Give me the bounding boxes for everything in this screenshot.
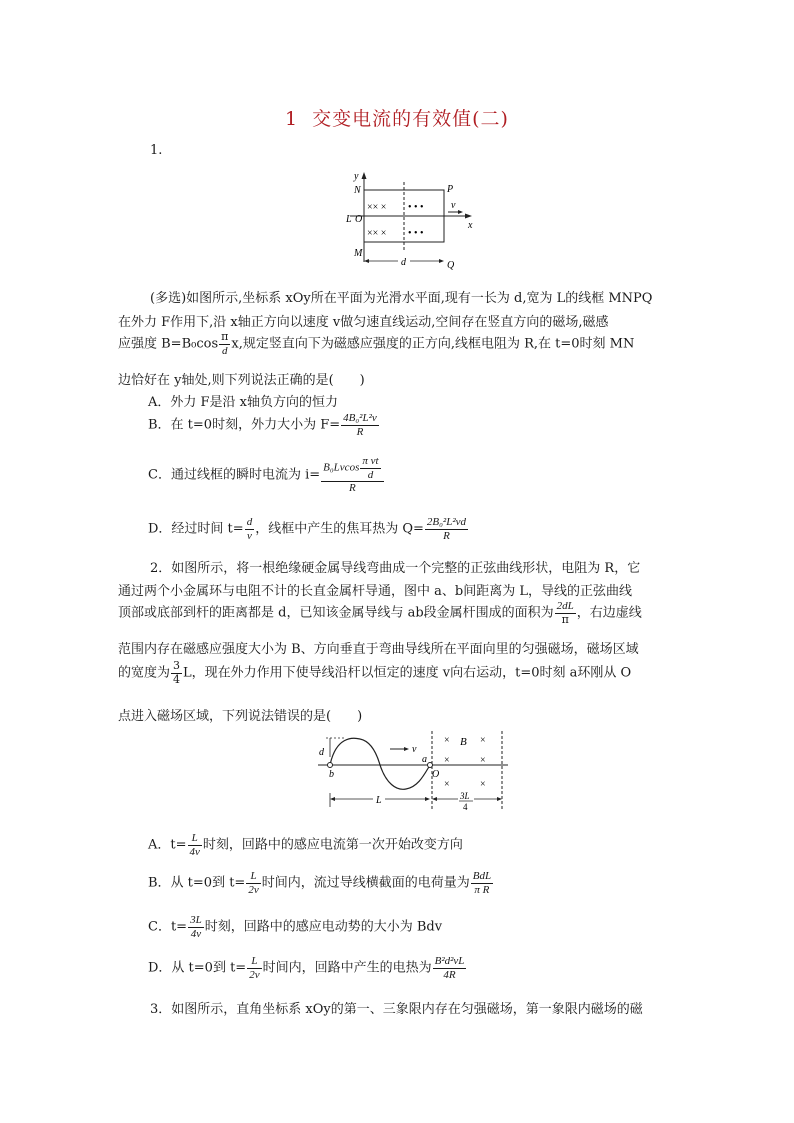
q1-option-b-text: B．在 t=0时刻，外力大小为 F= (148, 417, 341, 433)
q1-label-l: L (346, 214, 352, 225)
q2-width-frac: $\frac{3}{4}$ (173, 659, 181, 686)
q2-option-d-frac-heat: $\frac{\text{B²d²vL}}{4R}$ (434, 955, 465, 981)
q2-stem-line-6: 点进入磁场区域，下列说法错误的是( ) (118, 709, 363, 724)
q2-option-c-post: 时刻，回路中的感应电动势的大小为 Bdv (204, 919, 443, 935)
q2-width-num: 3L (460, 791, 470, 801)
q1-option-d[interactable] (148, 516, 469, 542)
q1-cross-row-1: ×× × (367, 202, 387, 213)
q2-label-b: b (329, 769, 334, 780)
q2-width-left-arrow-icon (432, 797, 437, 801)
title-text: 交变电流的有效值(二) (312, 108, 509, 130)
q2-l-right-arrow-icon (425, 797, 430, 801)
q1-label-p: P (447, 184, 454, 195)
q1-d-right-arrow-icon (439, 259, 444, 263)
q1-option-b[interactable] (148, 412, 380, 438)
q2-option-a-frac: $\frac{L}{4v}$ (189, 832, 200, 858)
q1-label-n: N (354, 185, 361, 196)
q1-stem-line-4: 边恰好在 y轴处,则下列说法正确的是( ) (118, 373, 365, 388)
q2-cross-1: × (444, 735, 450, 746)
title-number: 1 (285, 108, 299, 130)
q1-option-c[interactable] (148, 455, 385, 495)
q2-cross-5: × (444, 779, 450, 790)
q2-option-c-pre: C．t= (148, 919, 188, 935)
q2-option-d-pre: D．从 t=0到 t= (148, 960, 247, 976)
q1-option-c-text: C．通过线框的瞬时电流为 i= (148, 467, 321, 483)
q1-y-arrow-icon (362, 172, 367, 179)
q1-number: 1. (150, 143, 163, 158)
page-title (0, 104, 794, 131)
q2-stem-line-2: 通过两个小金属环与电阻不计的长直金属杆导通，图中 a、b间距离为 L，导线的正弦曲线 (118, 584, 632, 599)
q1-label-y: y (354, 171, 359, 182)
q1-velocity-arrow-icon (458, 210, 463, 214)
q2-cross-2: × (480, 735, 486, 746)
q2-velocity-arrow-icon (404, 747, 409, 751)
q2-option-d[interactable] (148, 955, 467, 981)
q2-option-b[interactable] (148, 870, 494, 896)
q2-label-a: a (422, 754, 427, 765)
q2-stem-line-5b: L，现在外力作用下使导线沿杆以恒定的速度 v向右运动，t=0时刻 a环刚从 O (183, 665, 632, 681)
q2-cross-6: × (480, 779, 486, 790)
q2-label-l: L (376, 795, 382, 806)
q1-option-c-frac: B₀Lvcos $\frac{\text{π vt}}{d}$ R (321, 455, 383, 495)
q1-label-o: O (355, 214, 363, 225)
q2-option-a-post: 时刻，回路中的感应电流第一次开始改变方向 (202, 837, 463, 853)
q2-option-d-mid: 时间内，回路中产生的电热为 (262, 960, 432, 976)
q2-ring-b (328, 763, 333, 768)
q1-x-arrow-icon (465, 214, 472, 219)
q1-label-m: M (354, 248, 363, 259)
q2-width-den: 4 (463, 802, 468, 812)
q2-stem-line-5a: 的宽度为 (118, 665, 171, 681)
q2-option-b-pre: B．从 t=0到 t= (148, 875, 246, 891)
q2-stem-line-3b: ，右边虚线 (576, 605, 642, 621)
q2-width-right-arrow-icon (497, 797, 502, 801)
q2-option-c[interactable] (148, 914, 442, 940)
q1-option-b-frac: $\frac{\text{4B₀²L²v}}{R}$ (343, 412, 377, 438)
q2-option-a-pre: A．t= (148, 837, 187, 853)
q2-cross-4: × (480, 755, 486, 766)
q1-option-d-mid: ，线框中产生的焦耳热为 Q= (255, 521, 424, 537)
q2-label-d: d (319, 747, 324, 758)
q2-option-b-mid: 时间内，流过导线横截面的电荷量为 (261, 875, 470, 891)
q1-stem-line-3 (118, 331, 634, 357)
q3-stem-line-1: 3．如图所示，直角坐标系 xOy的第一、三象限内存在匀强磁场，第一象限内磁场的磁 (150, 1002, 643, 1017)
q2-cross-3: × (444, 755, 450, 766)
q2-stem-line-4: 范围内存在磁感应强度大小为 B、方向垂直于弯曲导线所在平面向里的匀强磁场，磁场区域 (118, 642, 639, 657)
q1-label-x: x (468, 220, 473, 231)
q2-label-o: O (432, 769, 440, 780)
q1-label-d: d (401, 257, 406, 268)
q1-d-left-arrow-icon (364, 259, 369, 263)
q2-option-b-frac: $\frac{L}{2v}$ (248, 870, 259, 896)
q2-option-a[interactable] (148, 832, 463, 858)
q1-option-d-frac-heat: $\frac{\text{2B₀²L²vd}}{R}$ (426, 516, 467, 542)
q2-label-v: v (412, 744, 417, 755)
q1-stem-line-2: 在外力 F作用下,沿 x轴正方向以速度 v做匀速直线运动,空间存在竖直方向的磁场,磁感 (118, 315, 609, 330)
q1-cross-row-2: ×× × (367, 228, 387, 239)
q1-stem-line-3b: x,规定竖直向下为磁感应强度的正方向,线框电阻为 R,在 t=0时刻 MN (231, 336, 635, 352)
q1-figure (340, 170, 480, 272)
q1-stem-line-3a: 应强度 B=B₀cos (118, 336, 219, 352)
q2-label-b-field: B (460, 736, 467, 748)
q1-option-a[interactable]: A．外力 F是沿 x轴负方向的恒力 (148, 395, 339, 410)
q1-label-v: v (451, 200, 456, 211)
q1-dot-row-1: • • • (408, 202, 424, 213)
q2-option-c-frac: $\frac{3L}{4v}$ (190, 914, 202, 940)
q2-figure (312, 727, 512, 813)
q1-option-d-text: D．经过时间 t= (148, 521, 244, 537)
q1-dot-row-2: • • • (408, 228, 424, 239)
q2-stem-line-5 (118, 660, 631, 686)
q2-stem-line-3 (118, 600, 642, 626)
q2-option-d-frac: $\frac{L}{2v}$ (249, 955, 260, 981)
q2-stem-line-3a: 顶部或底部到杆的距离都是 d，已知该金属导线与 ab段金属杆围成的面积为 (118, 605, 554, 621)
q1-stem-line-1: (多选)如图所示,坐标系 xOy所在平面为光滑水平面,现有一长为 d,宽为 L的线框 MNPQ (150, 291, 653, 306)
q1-option-d-frac-time: $\frac{d}{v}$ (246, 516, 253, 542)
q1-label-q: Q (447, 260, 455, 271)
q2-l-left-arrow-icon (330, 797, 335, 801)
q2-area-frac: $\frac{2dL}{\pi}$ (556, 600, 574, 626)
q2-stem-line-1: 2．如图所示，将一根绝缘硬金属导线弯曲成一个完整的正弦曲线形状，电阻为 R，它 (150, 561, 641, 576)
q2-option-b-frac-charge: $\frac{\text{BdL}}{\text{π R}}$ (472, 870, 492, 896)
q1-frac-pi-d: $\frac{\pi}{d}$ (221, 330, 229, 357)
